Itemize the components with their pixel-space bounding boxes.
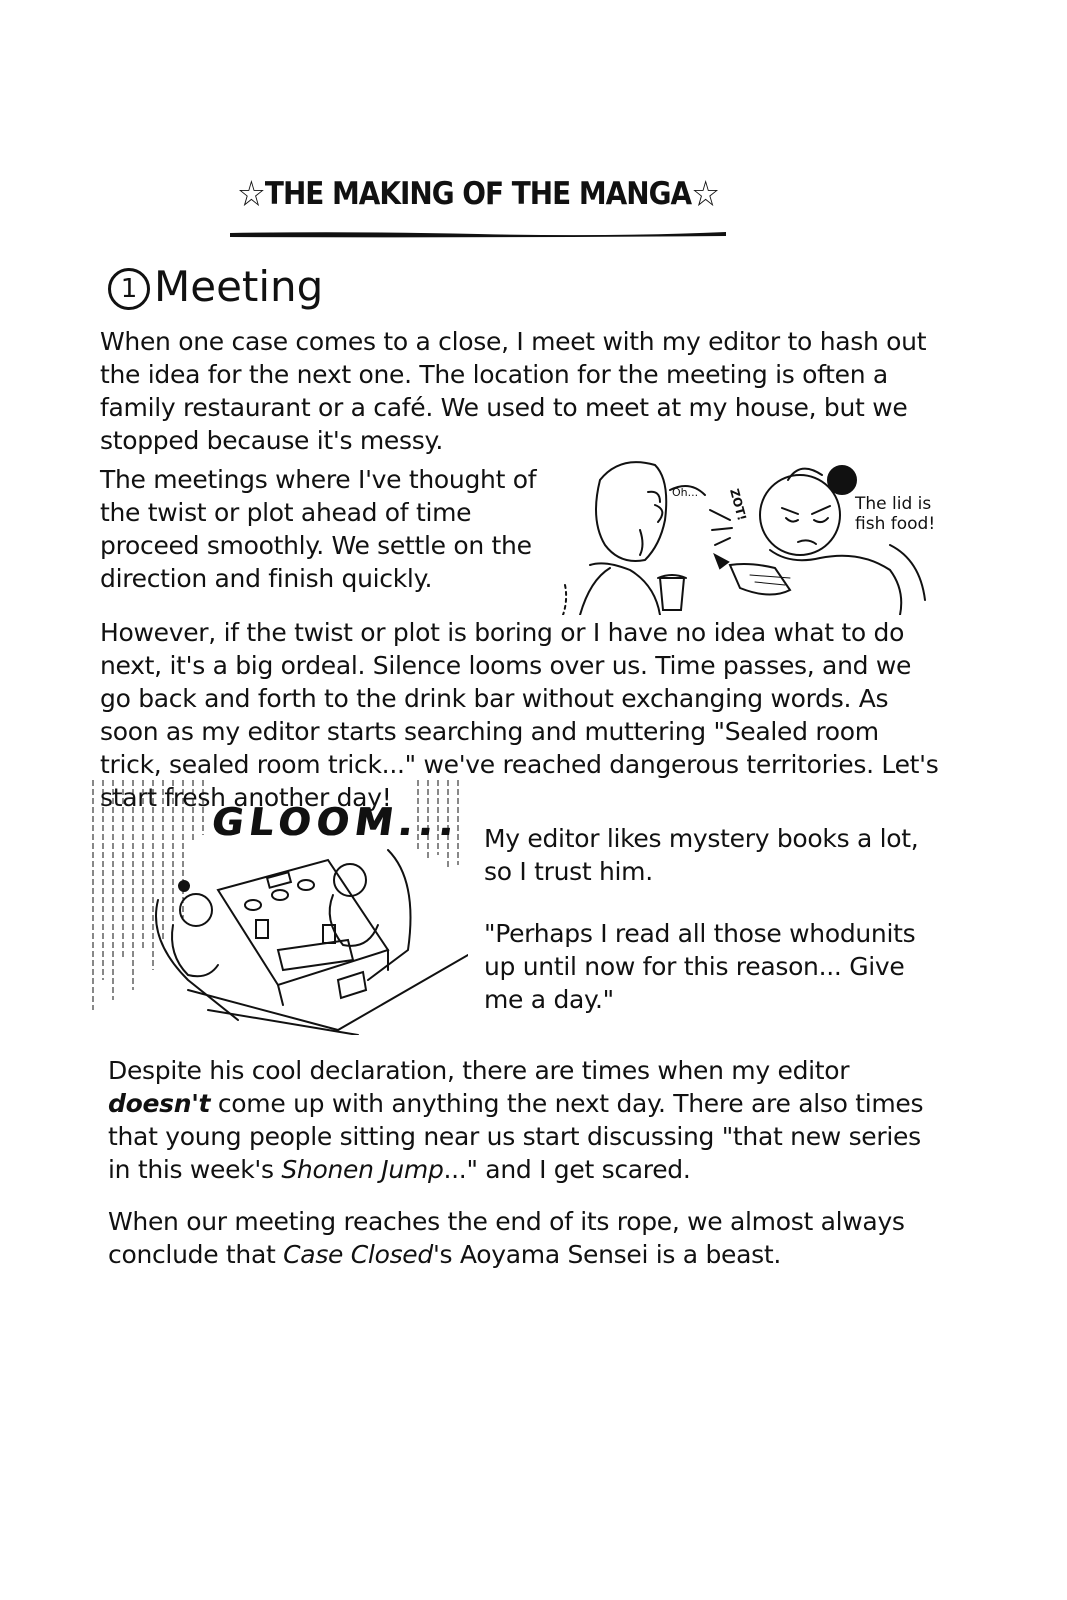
speech-lid-fish-food [855,494,935,534]
paragraph-intro: When one case comes to a close, I meet with my editor to hash out the idea for the next one. The location for the meeting is often a family restaurant or a café. We used to meet at my house, but we stopped because it's messy. [100,327,927,455]
speech-line-1: The lid is [855,494,932,514]
text-span: come up with anything the next day. There are also times that young people sitting near us start discussing "that new series in this week's [108,1089,924,1184]
page-title-text: THE MAKING OF THE MANGA [264,176,692,212]
speech-line-2: fish food! [855,514,936,534]
sfx-zot: ZOT! [727,487,750,523]
emphasis-doesnt: doesn't [108,1089,211,1118]
paragraph-bad-meetings: However, if the twist or plot is boring or I have no idea what to do next, it's a big ordeal. Silence looms over us. Time passes, and we go back and forth to the drink bar without exchanging words. As soon as my editor starts searching and muttering "Sealed room trick, sealed room trick..." we've reached dangerous territories. Let's start fresh another day! [100,618,939,812]
paragraph-smooth-meetings: The meetings where I've thought of the twist or plot ahead of time proceed smoothly. We settle on the direction and finish quickly. [100,465,537,593]
paragraph-declaration [108,1054,948,1186]
section-heading [108,262,323,311]
title-case-closed: Case Closed [283,1240,433,1269]
title-underline [228,228,728,240]
text-span: ..." and I get scared. [443,1155,691,1184]
paragraph-editor-trust: My editor likes mystery books a lot, so I trust him. [484,824,919,886]
title-block [228,168,728,248]
page-title [228,174,728,215]
paragraph-conclusion [108,1205,948,1271]
paragraph-editor-quote: "Perhaps I read all those whodunits up until now for this reason... Give me a day." [484,919,916,1014]
speech-oh: Oh... [672,486,699,499]
text-span: 's Aoyama Sensei is a beast. [432,1240,782,1269]
sfx-gloom: GLOOM... [208,800,463,844]
section-title: Meeting [154,262,324,311]
title-shonen-jump: Shonen Jump [281,1155,444,1184]
section-number: 1 [108,268,150,310]
star-icon: ☆ [236,174,265,215]
star-icon: ☆ [691,174,720,215]
text-span: Despite his cool declaration, there are times when my editor [108,1056,850,1085]
text-span: When our meeting reaches the end of its rope, we almost always conclude that [108,1207,905,1269]
